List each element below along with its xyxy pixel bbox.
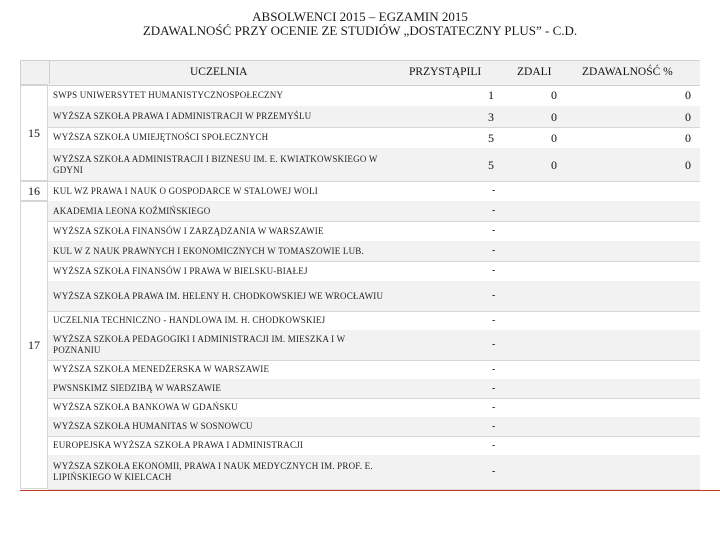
table-row bbox=[48, 398, 700, 418]
cell-przystapili: 3 bbox=[488, 109, 494, 124]
group-number: 17 bbox=[28, 338, 40, 352]
table-row bbox=[48, 360, 700, 380]
cell-uczelnia: WYŻSZA SZKOŁA EKONOMII, PRAWA I NAUK MEDYCZNYCH IM. PROF. E. LIPIŃSKIEGO W KIELCACH bbox=[53, 461, 373, 482]
cell-zdawalnosc: 0 bbox=[685, 157, 691, 172]
table-row bbox=[48, 379, 700, 399]
table-row bbox=[48, 106, 700, 128]
cell-zdali: 0 bbox=[551, 109, 557, 124]
table-row bbox=[48, 311, 700, 331]
cell-zdawalnosc: 0 bbox=[685, 109, 691, 124]
cell-przystapili: - bbox=[492, 205, 496, 216]
cell-uczelnia: KUL W Z NAUK PRAWNYCH I EKONOMICZNYCH W TOMASZOWIE LUB. bbox=[53, 245, 364, 256]
cell-przystapili: - bbox=[492, 382, 496, 394]
table-row bbox=[48, 261, 700, 282]
table-row bbox=[48, 417, 700, 437]
cell-uczelnia: AKADEMIA LEONA KOŹMIŃSKIEGO bbox=[53, 205, 211, 216]
table-row bbox=[48, 181, 700, 202]
cell-przystapili: 1 bbox=[488, 88, 494, 102]
cell-uczelnia: WYŻSZA SZKOŁA MENEDŻERSKA W WARSZAWIE bbox=[53, 364, 270, 374]
table-header-group-cell bbox=[20, 60, 50, 84]
cell-uczelnia: PWSNSKIMZ SIEDZIBĄ W WARSZAWIE bbox=[53, 383, 222, 393]
cell-uczelnia: KUL WZ PRAWA I NAUK O GOSPODARCE W STALOWEJ WOLI bbox=[53, 185, 318, 196]
cell-przystapili: - bbox=[492, 401, 496, 413]
group-number: 15 bbox=[28, 126, 40, 140]
cell-uczelnia: WYŻSZA SZKOŁA PEDAGOGIKI I ADMINISTRACJI IM. MIESZKA I W POZNANIU bbox=[53, 334, 346, 355]
cell-przystapili: - bbox=[492, 265, 496, 276]
table-row bbox=[48, 241, 700, 262]
cell-przystapili: - bbox=[492, 363, 496, 375]
cell-przystapili: - bbox=[492, 290, 496, 301]
cell-zdali: 0 bbox=[551, 130, 557, 145]
cell-uczelnia: WYŻSZA SZKOŁA FINANSÓW I ZARZĄDZANIA W WARSZAWIE bbox=[53, 225, 324, 236]
cell-przystapili: - bbox=[492, 314, 496, 326]
cell-uczelnia: WYŻSZA SZKOŁA PRAWA IM. HELENY H. CHODKOWSKIEJ WE WROCŁAWIU bbox=[53, 290, 384, 301]
header-przystapili: PRZYSTĄPILI bbox=[409, 66, 482, 78]
table-row bbox=[48, 148, 700, 182]
header-zdali: ZDALI bbox=[517, 66, 552, 78]
cell-przystapili: - bbox=[492, 339, 496, 350]
table-row bbox=[48, 221, 700, 242]
cell-przystapili: - bbox=[492, 225, 496, 236]
cell-przystapili: - bbox=[492, 185, 496, 196]
table-row bbox=[48, 127, 700, 149]
cell-zdawalnosc: 0 bbox=[685, 88, 691, 102]
cell-zdawalnosc: 0 bbox=[685, 130, 691, 145]
cell-przystapili: 5 bbox=[488, 157, 494, 172]
cell-uczelnia: EUROPEJSKA WYŻSZA SZKOŁA PRAWA I ADMINISTRACJI bbox=[53, 440, 304, 450]
cell-uczelnia: UCZELNIA TECHNICZNO - HANDLOWA IM. H. CHODKOWSKIEJ bbox=[53, 315, 326, 325]
cell-zdali: 0 bbox=[551, 88, 557, 102]
header-uczelnia: UCZELNIA bbox=[190, 66, 248, 78]
cell-przystapili: - bbox=[492, 245, 496, 256]
cell-uczelnia: WYŻSZA SZKOŁA BANKOWA W GDAŃSKU bbox=[53, 402, 238, 412]
cell-przystapili: - bbox=[492, 439, 496, 451]
cell-przystapili: - bbox=[492, 420, 496, 432]
footer-divider bbox=[20, 490, 720, 491]
cell-przystapili: - bbox=[492, 466, 496, 477]
table-row bbox=[48, 281, 700, 312]
table-row bbox=[48, 330, 700, 361]
table-row bbox=[48, 84, 700, 107]
header-zdawalnosc: ZDAWALNOŚĆ % bbox=[582, 66, 673, 78]
cell-uczelnia: SWPS UNIWERSYTET HUMANISTYCZNOSPOŁECZNY bbox=[53, 89, 284, 100]
cell-uczelnia: WYŻSZA SZKOŁA HUMANITAS W SOSNOWCU bbox=[53, 421, 253, 431]
document-title: ABSOLWENCI 2015 – EGZAMIN 2015 bbox=[252, 9, 468, 24]
cell-uczelnia: WYŻSZA SZKOŁA ADMINISTRACJI I BIZNESU IM. E. KWIATKOWSKIEGO W GDYNI bbox=[53, 153, 378, 175]
table-row bbox=[48, 201, 700, 222]
cell-uczelnia: WYŻSZA SZKOŁA UMIEJĘTNOŚCI SPOŁECZNYCH bbox=[53, 132, 269, 142]
cell-uczelnia: WYŻSZA SZKOŁA PRAWA I ADMINISTRACJI W PRZEMYŚLU bbox=[53, 111, 312, 121]
cell-zdali: 0 bbox=[551, 157, 557, 172]
table-row bbox=[48, 436, 700, 456]
cell-przystapili: 5 bbox=[488, 130, 494, 145]
table-row bbox=[48, 455, 700, 490]
document-subtitle: ZDAWALNOŚĆ PRZY OCENIE ZE STUDIÓW „DOSTATECZNY PLUS” - C.D. bbox=[142, 23, 578, 38]
cell-uczelnia: WYŻSZA SZKOŁA FINANSÓW I PRAWA W BIELSKU-BIAŁEJ bbox=[53, 265, 308, 276]
group-number: 16 bbox=[28, 184, 40, 198]
